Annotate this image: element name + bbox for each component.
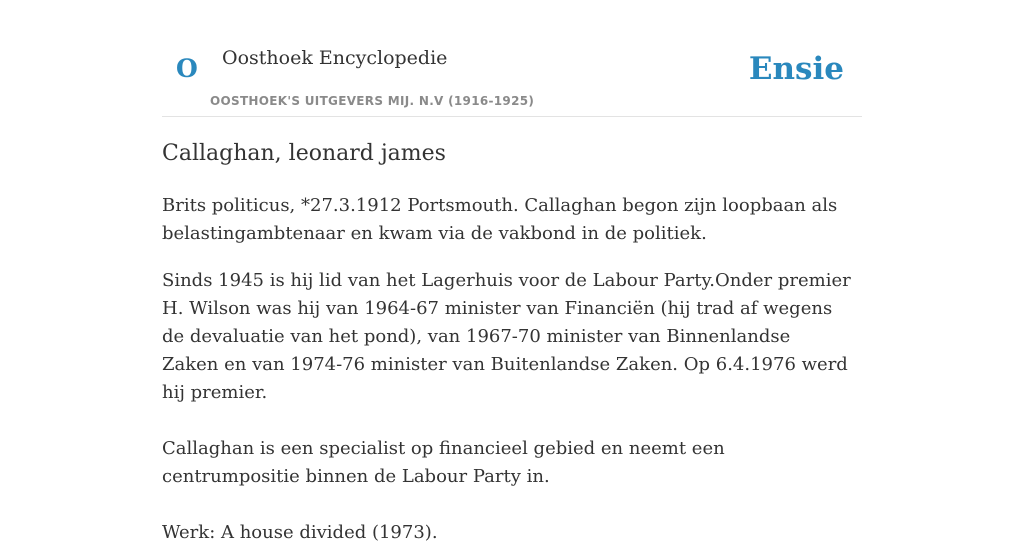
entry-title: Callaghan, leonard james <box>162 141 446 166</box>
publication-logo[interactable]: O <box>176 54 198 83</box>
ensie-logo[interactable]: Ensie <box>748 51 844 87</box>
entry-body <box>162 192 852 547</box>
header <box>162 0 862 117</box>
page <box>162 0 862 543</box>
entry-paragraph: Werk: A house divided (1973). <box>162 522 438 543</box>
entry-paragraph: Callaghan is een specialist op financieel gebied en neemt een centrumpositie binnen de Labour Party in. <box>162 438 725 487</box>
entry-paragraph: Brits politicus, *27.3.1912 Portsmouth. Callaghan begon zijn loopbaan als belastingambtenaar en kwam via de vakbond in de politiek. <box>162 195 838 244</box>
entry-paragraph: Sinds 1945 is hij lid van het Lagerhuis voor de Labour Party.Onder premier H. Wilson was hij van 1964-67 minister van Financiën (hij trad af wegens de devaluatie van het pond), van 1967-70 minister van Binnenlandse Zaken en van 1974-76 minister van Buitenlandse Zaken. Op 6.4.1976 werd hij premier. <box>162 270 851 403</box>
publication-title[interactable]: Oosthoek Encyclopedie <box>222 47 448 69</box>
publication-subtitle: OOSTHOEK'S UITGEVERS MIJ. N.V (1916-1925) <box>210 94 535 108</box>
